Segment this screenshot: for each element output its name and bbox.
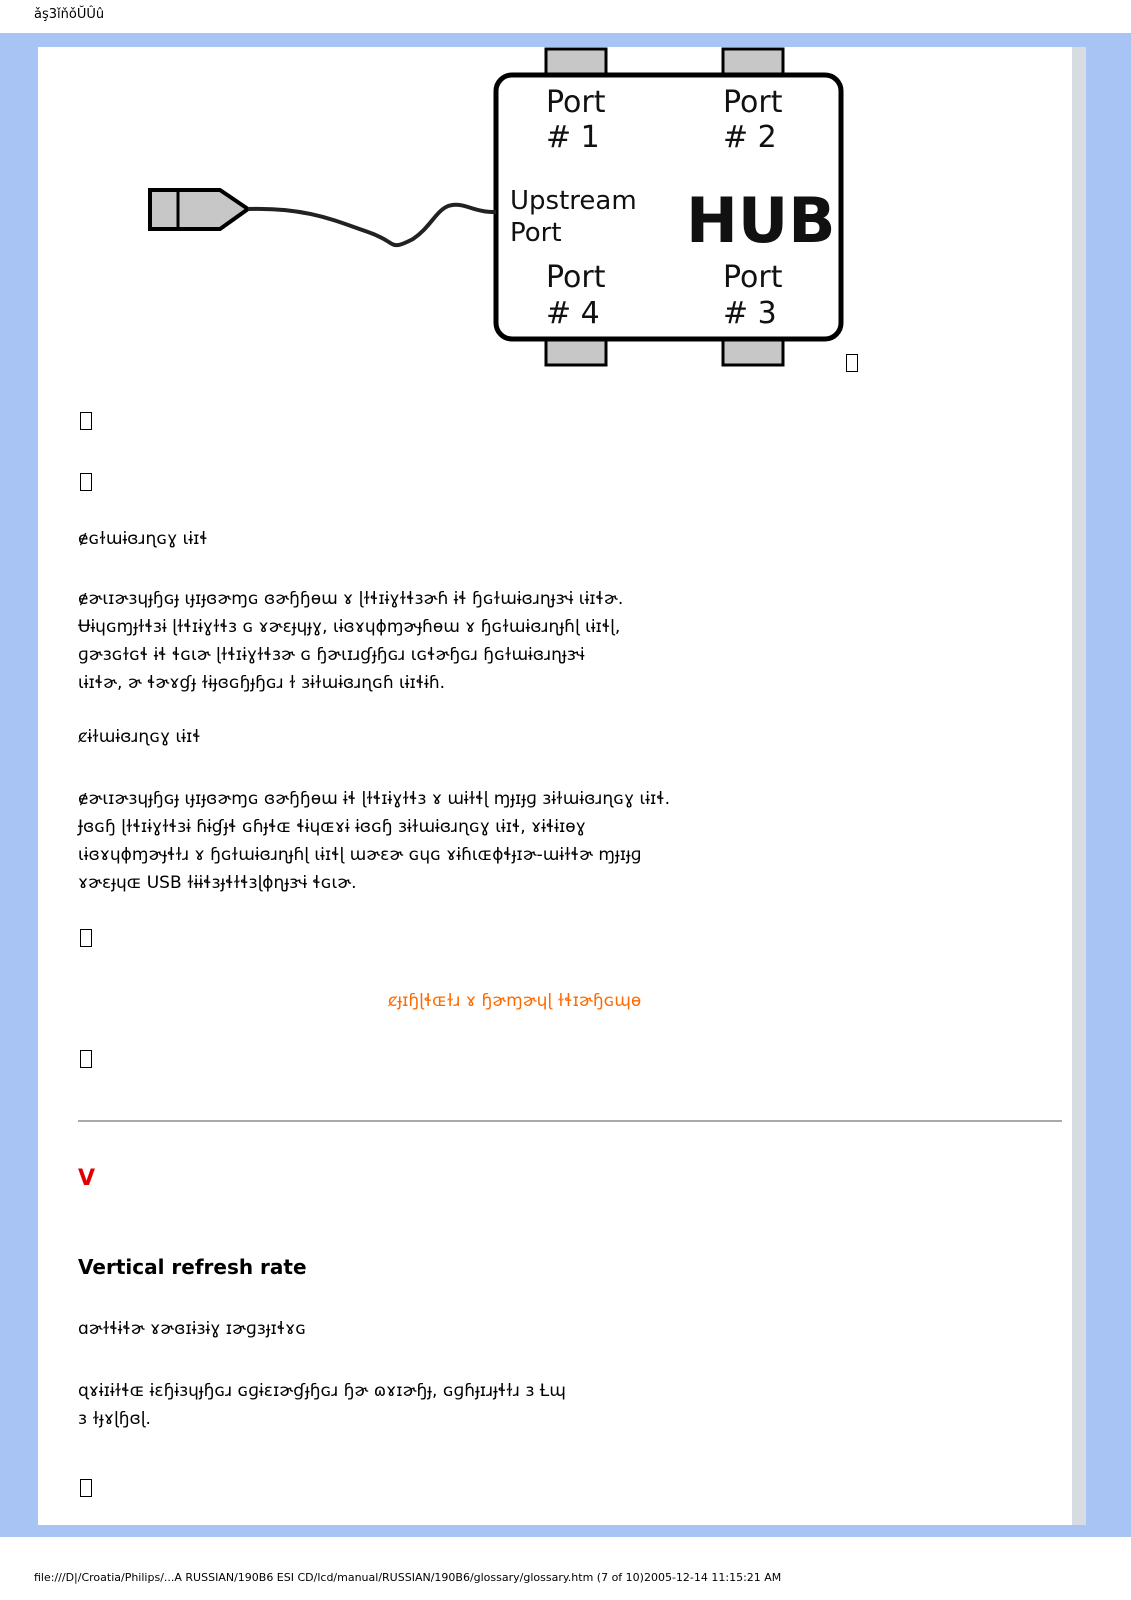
placeholder-glyph xyxy=(80,1479,92,1497)
page-header-title: ǎş3ǐňǒŬÛû xyxy=(34,7,105,22)
port2-label: Port xyxy=(723,85,783,120)
placeholder-glyph xyxy=(80,412,92,430)
upstream-label: Upstream xyxy=(510,186,637,216)
svg-text:# 2 xyxy=(723,120,777,155)
text-line: ɩɨɞɤɥɸɱɚɟɬɫɹ ɤ ɧɢɫɯɨɞɹɳɟɦɭ ɩɨɪɬɭ ɯɚɛɚ ɢɥɢ ɤɨɦɩɶɸɬɟɪɚ-ɯɨɫɬɚ ɱɟɪɟɡ xyxy=(78,845,642,865)
text-line: ɋɤɨɪɨɫɬɶ ɨɛɧɨɜɥɟɧɢɹ ɢɡɨɛɪɚɠɟɧɢɹ ɧɚ ɷɤɪɚɧɟ, ɢɡɦɟɪɹɟɬɫɹ ɜ Ƚɰ xyxy=(78,1381,566,1401)
downstream-paragraph xyxy=(78,585,623,697)
port3-label: Port xyxy=(723,260,783,295)
document-page xyxy=(38,47,1086,1525)
port4-label: Port xyxy=(546,260,606,295)
downstream-heading: ɇɢɫɯɨɞɹɳɢɣ ɩɨɪɬ xyxy=(78,529,208,549)
svg-text:Port xyxy=(546,260,606,295)
svg-text:# 1 xyxy=(546,120,600,155)
port3-number: # 3 xyxy=(723,296,777,331)
page-footer-path: file:///D|/Croatia/Philips/...A RUSSIAN/190B6 ESI CD/lcd/manual/RUSSIAN/190B6/glossary/glossary.htm (7 of 10)2005-12-14 11:15:21 AM xyxy=(34,1571,782,1584)
upstream-paragraph xyxy=(78,785,670,897)
text-line: ɤɚɛɟɥɶ USB ɫɨɨɬɜɟɬɫɬɜɭɸɳɟɝɨ ɬɢɩɚ. xyxy=(78,873,357,893)
text-line: ɩɨɪɬɚ, ɚ ɬɚɤɠɟ ɫɨɟɞɢɧɟɧɢɹ ɫ ɜɨɫɯɨɞɹɳɢɦ ɩɨɪɬɨɦ. xyxy=(78,673,446,693)
svg-text:Port xyxy=(510,218,562,248)
placeholder-glyph xyxy=(846,354,858,372)
vertical-refresh-heading: Vertical refresh rate xyxy=(78,1255,307,1279)
vertical-refresh-subheading: ɑɚɫɬɨɬɚ ɤɚɞɪɨɜɨɣ ɪɚɡɜɟɪɬɤɢ xyxy=(78,1319,306,1339)
text-line: Ʉɨɥɢɱɟɫɬɜɨ ɭɫɬɪɨɣɫɬɜ ɢ ɤɚɛɟɥɟɣ, ɩɨɞɤɥɸɱɚɟɦɵɯ ɤ ɧɢɫɯɨɞɹɳɟɦɭ ɩɨɪɬɭ, xyxy=(78,617,621,637)
upstream-port-label: Port xyxy=(510,218,562,248)
usb-hub-diagram xyxy=(138,47,878,377)
svg-text:Port xyxy=(723,260,783,295)
port1-number: # 1 xyxy=(546,120,600,155)
svg-text:Port xyxy=(723,85,783,120)
hub-label: HUB xyxy=(686,184,836,257)
section-divider xyxy=(78,1120,1062,1122)
svg-text:# 4 xyxy=(546,296,600,331)
svg-text:Upstream xyxy=(510,186,637,216)
svg-text:# 3 xyxy=(723,296,777,331)
port1-label: Port xyxy=(546,85,606,120)
port4-number: # 4 xyxy=(546,296,600,331)
vertical-refresh-paragraph xyxy=(78,1377,566,1433)
text-line: ɇɚɩɪɚɜɥɟɧɢɟ ɩɟɪɟɞɚɱɢ ɞɚɧɧɵɯ ɤ ɭɫɬɪɨɣɫɬɜɚɦ ɨɬ ɧɢɫɯɨɞɹɳɟɝɨ ɩɨɪɬɚ. xyxy=(78,589,624,609)
placeholder-glyph xyxy=(80,1050,92,1068)
usb-cable xyxy=(248,205,496,245)
text-line: Ɉɞɢɧ ɭɫɬɪɨɣɫɬɜɨ ɦɨɠɟɬ ɢɦɟɬɶ ɬɨɥɶɤɨ ɨɞɢɧ ɜɨɫɯɨɞɹɳɢɣ ɩɨɪɬ, ɤɨɬɨɪɵɣ xyxy=(78,817,586,837)
browser-frame xyxy=(0,33,1131,1537)
upstream-heading: ȼɨɫɯɨɞɹɳɢɣ ɩɨɪɬ xyxy=(78,727,201,747)
placeholder-glyph xyxy=(80,473,92,491)
text-line: ɜ ɫɟɤɭɧɞɭ. xyxy=(78,1409,151,1429)
text-line: ɇɚɩɪɚɜɥɟɧɢɟ ɩɟɪɟɞɚɱɢ ɞɚɧɧɵɯ ɨɬ ɭɫɬɪɨɣɫɬɜ ɤ ɯɨɫɬɭ ɱɟɪɟɡ ɜɨɫɯɨɞɹɳɢɣ ɩɨɪɬ. xyxy=(78,789,671,809)
port2-number: # 2 xyxy=(723,120,777,155)
svg-text:Port xyxy=(546,85,606,120)
text-line: ɡɚɜɢɫɢɬ ɨɬ ɬɢɩɚ ɭɫɬɪɨɣɫɬɜɚ ɢ ɧɚɩɪɹɠɟɧɢɹ ɩɢɬɚɧɢɹ ɧɢɫɯɨɞɹɳɟɝɨ xyxy=(78,645,585,665)
svg-text:HUB xyxy=(686,184,836,257)
section-letter: V xyxy=(78,1166,96,1191)
scrollbar-rail[interactable] xyxy=(1072,47,1086,1525)
usb-plug-icon xyxy=(150,190,248,229)
back-to-top-link[interactable]: ȼɟɪɧɭɬɶɫɹ ɤ ɧɚɱɚɥɭ ɫɬɪɚɧɢɰɵ xyxy=(388,991,642,1011)
placeholder-glyph xyxy=(80,929,92,947)
